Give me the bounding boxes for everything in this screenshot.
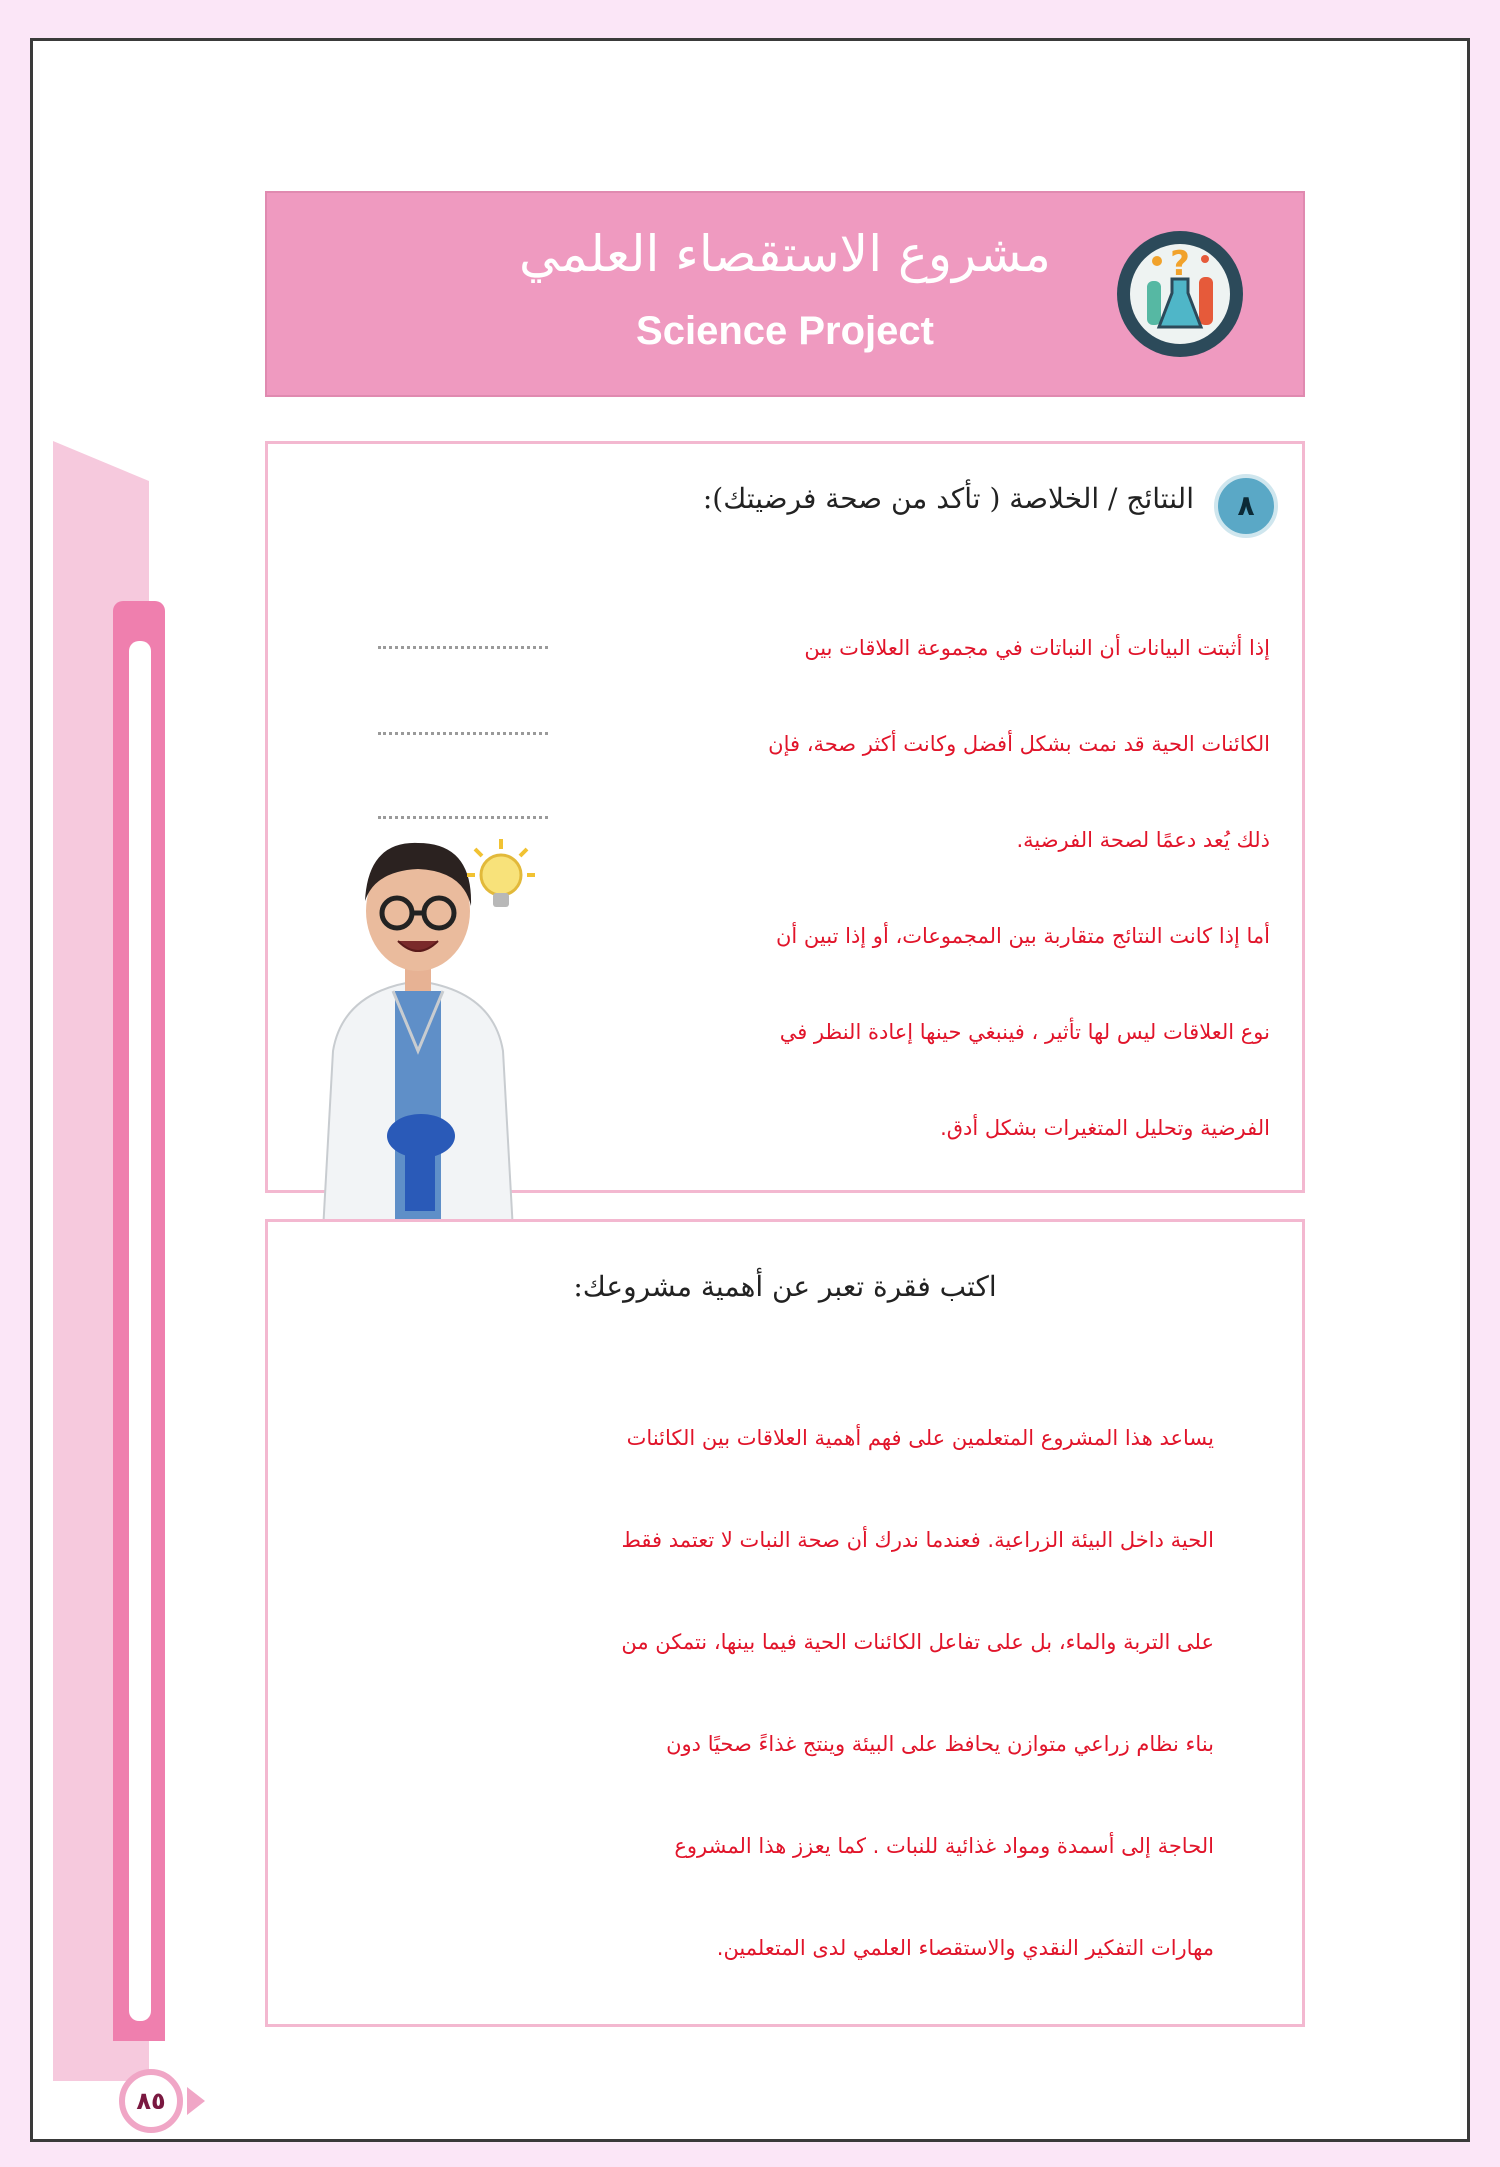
answer-line: مهارات التفكير النقدي والاستقصاء العلمي لدى المتعلمين. [716,1936,1214,1960]
answer-line: الكائنات الحية قد نمت بشكل أفضل وكانت أكثر صحة، فإن [768,732,1270,756]
page-number-badge: ٨٥ [119,2069,183,2133]
question-number-badge: ٨ [1214,474,1278,538]
header-title-ar: مشروع الاستقصاء العلمي [519,225,1051,283]
answer-line: يساعد هذا المشروع المتعلمين على فهم أهمية العلاقات بين الكائنات [626,1426,1214,1450]
project-importance-box [265,1219,1305,2027]
header-title-en: Science Project [636,309,934,353]
left-decor-gap [129,641,151,2021]
answer-line: ذلك يُعد دعمًا لصحة الفرضية. [1016,828,1270,852]
answer-line: أما إذا كانت النتائج متقاربة بين المجموعات، أو إذا تبين أن [776,924,1270,948]
importance-question-title: اكتب فقرة تعبر عن أهمية مشروعك: [573,1270,997,1303]
results-question-title: النتائج / الخلاصة ( تأكد من صحة فرضيتك): [702,482,1194,515]
dotted-line [378,732,548,735]
answer-line: الحاجة إلى أسمدة ومواد غذائية للنبات . كما يعزز هذا المشروع [674,1834,1214,1858]
dotted-line [378,646,548,649]
answer-line: بناء نظام زراعي متوازن يحافظ على البيئة وينتج غذاءً صحيًا دون [666,1732,1214,1756]
science-lab-icon [1117,231,1243,357]
answer-line: إذا أثبتت البيانات أن النباتات في مجموعة العلاقات بين [804,636,1270,660]
page-header [265,191,1305,397]
lightbulb-icon [451,831,551,931]
dotted-line [378,816,548,819]
answer-line: نوع العلاقات ليس لها تأثير ، فينبغي حينها إعادة النظر في [779,1020,1270,1044]
page-arrow-icon [187,2087,205,2115]
workbook-page [30,38,1470,2142]
answer-line: الحية داخل البيئة الزراعية. فعندما ندرك أن صحة النبات لا تعتمد فقط [621,1528,1214,1552]
answer-line: الفرضية وتحليل المتغيرات بشكل أدق. [940,1116,1270,1140]
svg-text:?: ? [1170,244,1190,284]
answer-line: على التربة والماء، بل على تفاعل الكائنات الحية فيما بينها، نتمكن من [621,1630,1214,1654]
